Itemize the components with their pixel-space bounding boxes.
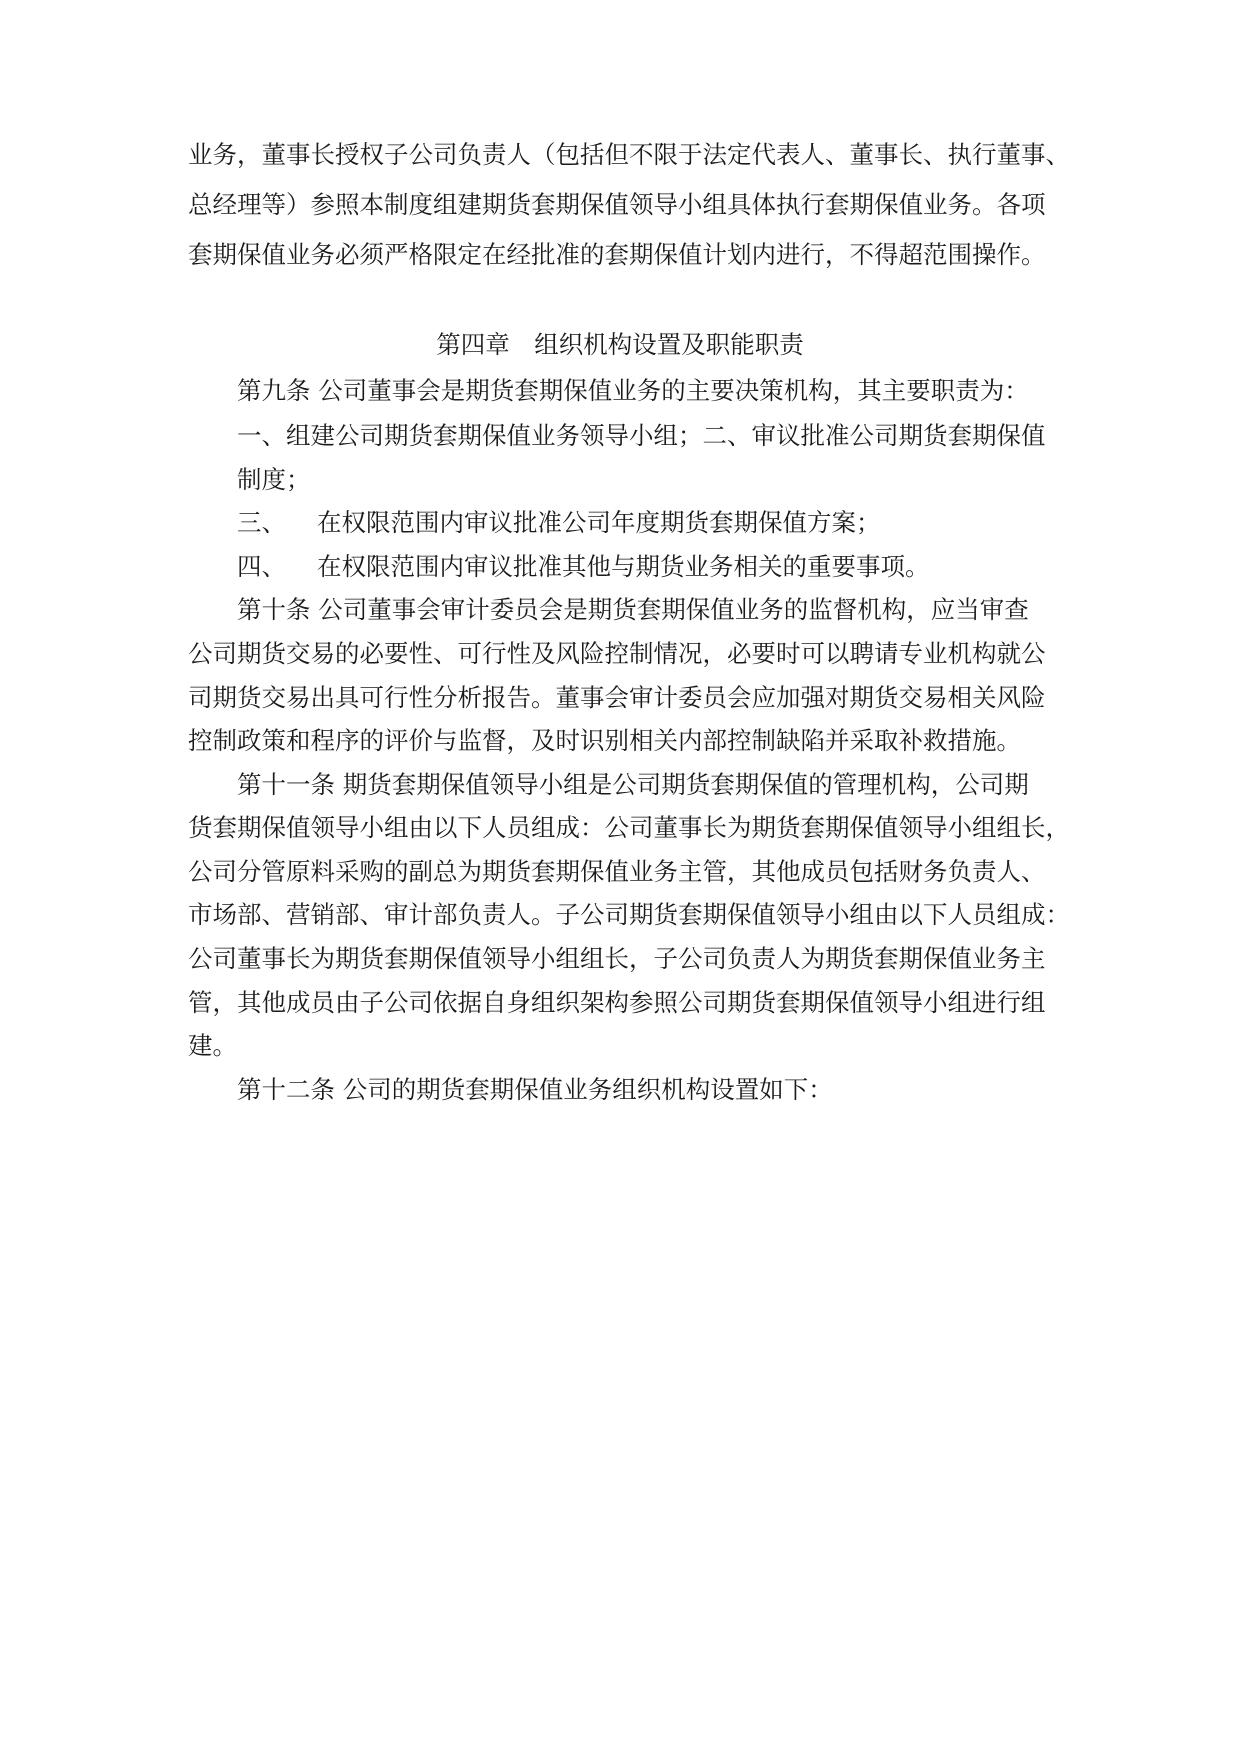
article-11-line-3: 公司分管原料采购的副总为期货套期保值业务主管，其他成员包括财务负责人、 bbox=[188, 857, 1046, 886]
article-10-line-1: 第十条 公司董事会审计委员会是期货套期保值业务的监督机构，应当审查 bbox=[237, 595, 1029, 624]
article-9-items-cont: 制度； bbox=[237, 465, 311, 494]
article-12-line: 第十二条 公司的期货套期保值业务组织机构设置如下： bbox=[237, 1075, 833, 1104]
article-10-line-4: 控制政策和程序的评价与监督，及时识别相关内部控制缺陷并采取补救措施。 bbox=[188, 726, 1021, 755]
chapter-heading: 第四章 组织机构设置及职能职责 bbox=[436, 330, 804, 359]
article-9-item-4 bbox=[237, 549, 930, 585]
intro-line-2: 总经理等）参照本制度组建期货套期保值领导小组具体执行套期保值业务。各项 bbox=[188, 190, 1046, 219]
article-11-line-6: 管，其他成员由子公司依据自身组织架构参照公司期货套期保值领导小组进行组 bbox=[188, 988, 1046, 1017]
article-10-line-3: 司期货交易出具可行性分析报告。董事会审计委员会应加强对期货交易相关风险 bbox=[188, 683, 1046, 712]
article-11-line-5: 公司董事长为期货套期保值领导小组组长，子公司负责人为期货套期保值业务主 bbox=[188, 944, 1046, 973]
article-9-item-4-text: 在权限范围内审议批准其他与期货业务相关的重要事项。 bbox=[317, 552, 930, 581]
article-9-lead: 第九条 公司董事会是期货套期保值业务的主要决策机构，其主要职责为： bbox=[237, 376, 1029, 405]
intro-line-3: 套期保值业务必须严格限定在经批准的套期保值计划内进行，不得超范围操作。 bbox=[188, 240, 1046, 269]
article-11-line-7: 建。 bbox=[188, 1031, 237, 1060]
intro-line-1: 业务，董事长授权子公司负责人（包括但不限于法定代表人、董事长、执行董事、 bbox=[188, 140, 1070, 169]
article-9-item-3 bbox=[237, 505, 881, 541]
article-10-line-2: 公司期货交易的必要性、可行性及风险控制情况，必要时可以聘请专业机构就公 bbox=[188, 639, 1046, 668]
article-11-line-1: 第十一条 期货套期保值领导小组是公司期货套期保值的管理机构，公司期 bbox=[237, 770, 1029, 799]
article-9-items-line: 一、组建公司期货套期保值业务领导小组；二、审议批准公司期货套期保值 bbox=[237, 421, 1046, 450]
article-11-line-2: 货套期保值领导小组由以下人员组成：公司董事长为期货套期保值领导小组组长， bbox=[188, 813, 1070, 842]
article-9-item-3-number: 三、 bbox=[237, 508, 286, 537]
article-11-line-4: 市场部、营销部、审计部负责人。子公司期货套期保值领导小组由以下人员组成： bbox=[188, 900, 1070, 929]
article-9-item-3-text: 在权限范围内审议批准公司年度期货套期保值方案； bbox=[317, 508, 881, 537]
article-9-item-4-number: 四、 bbox=[237, 552, 286, 581]
